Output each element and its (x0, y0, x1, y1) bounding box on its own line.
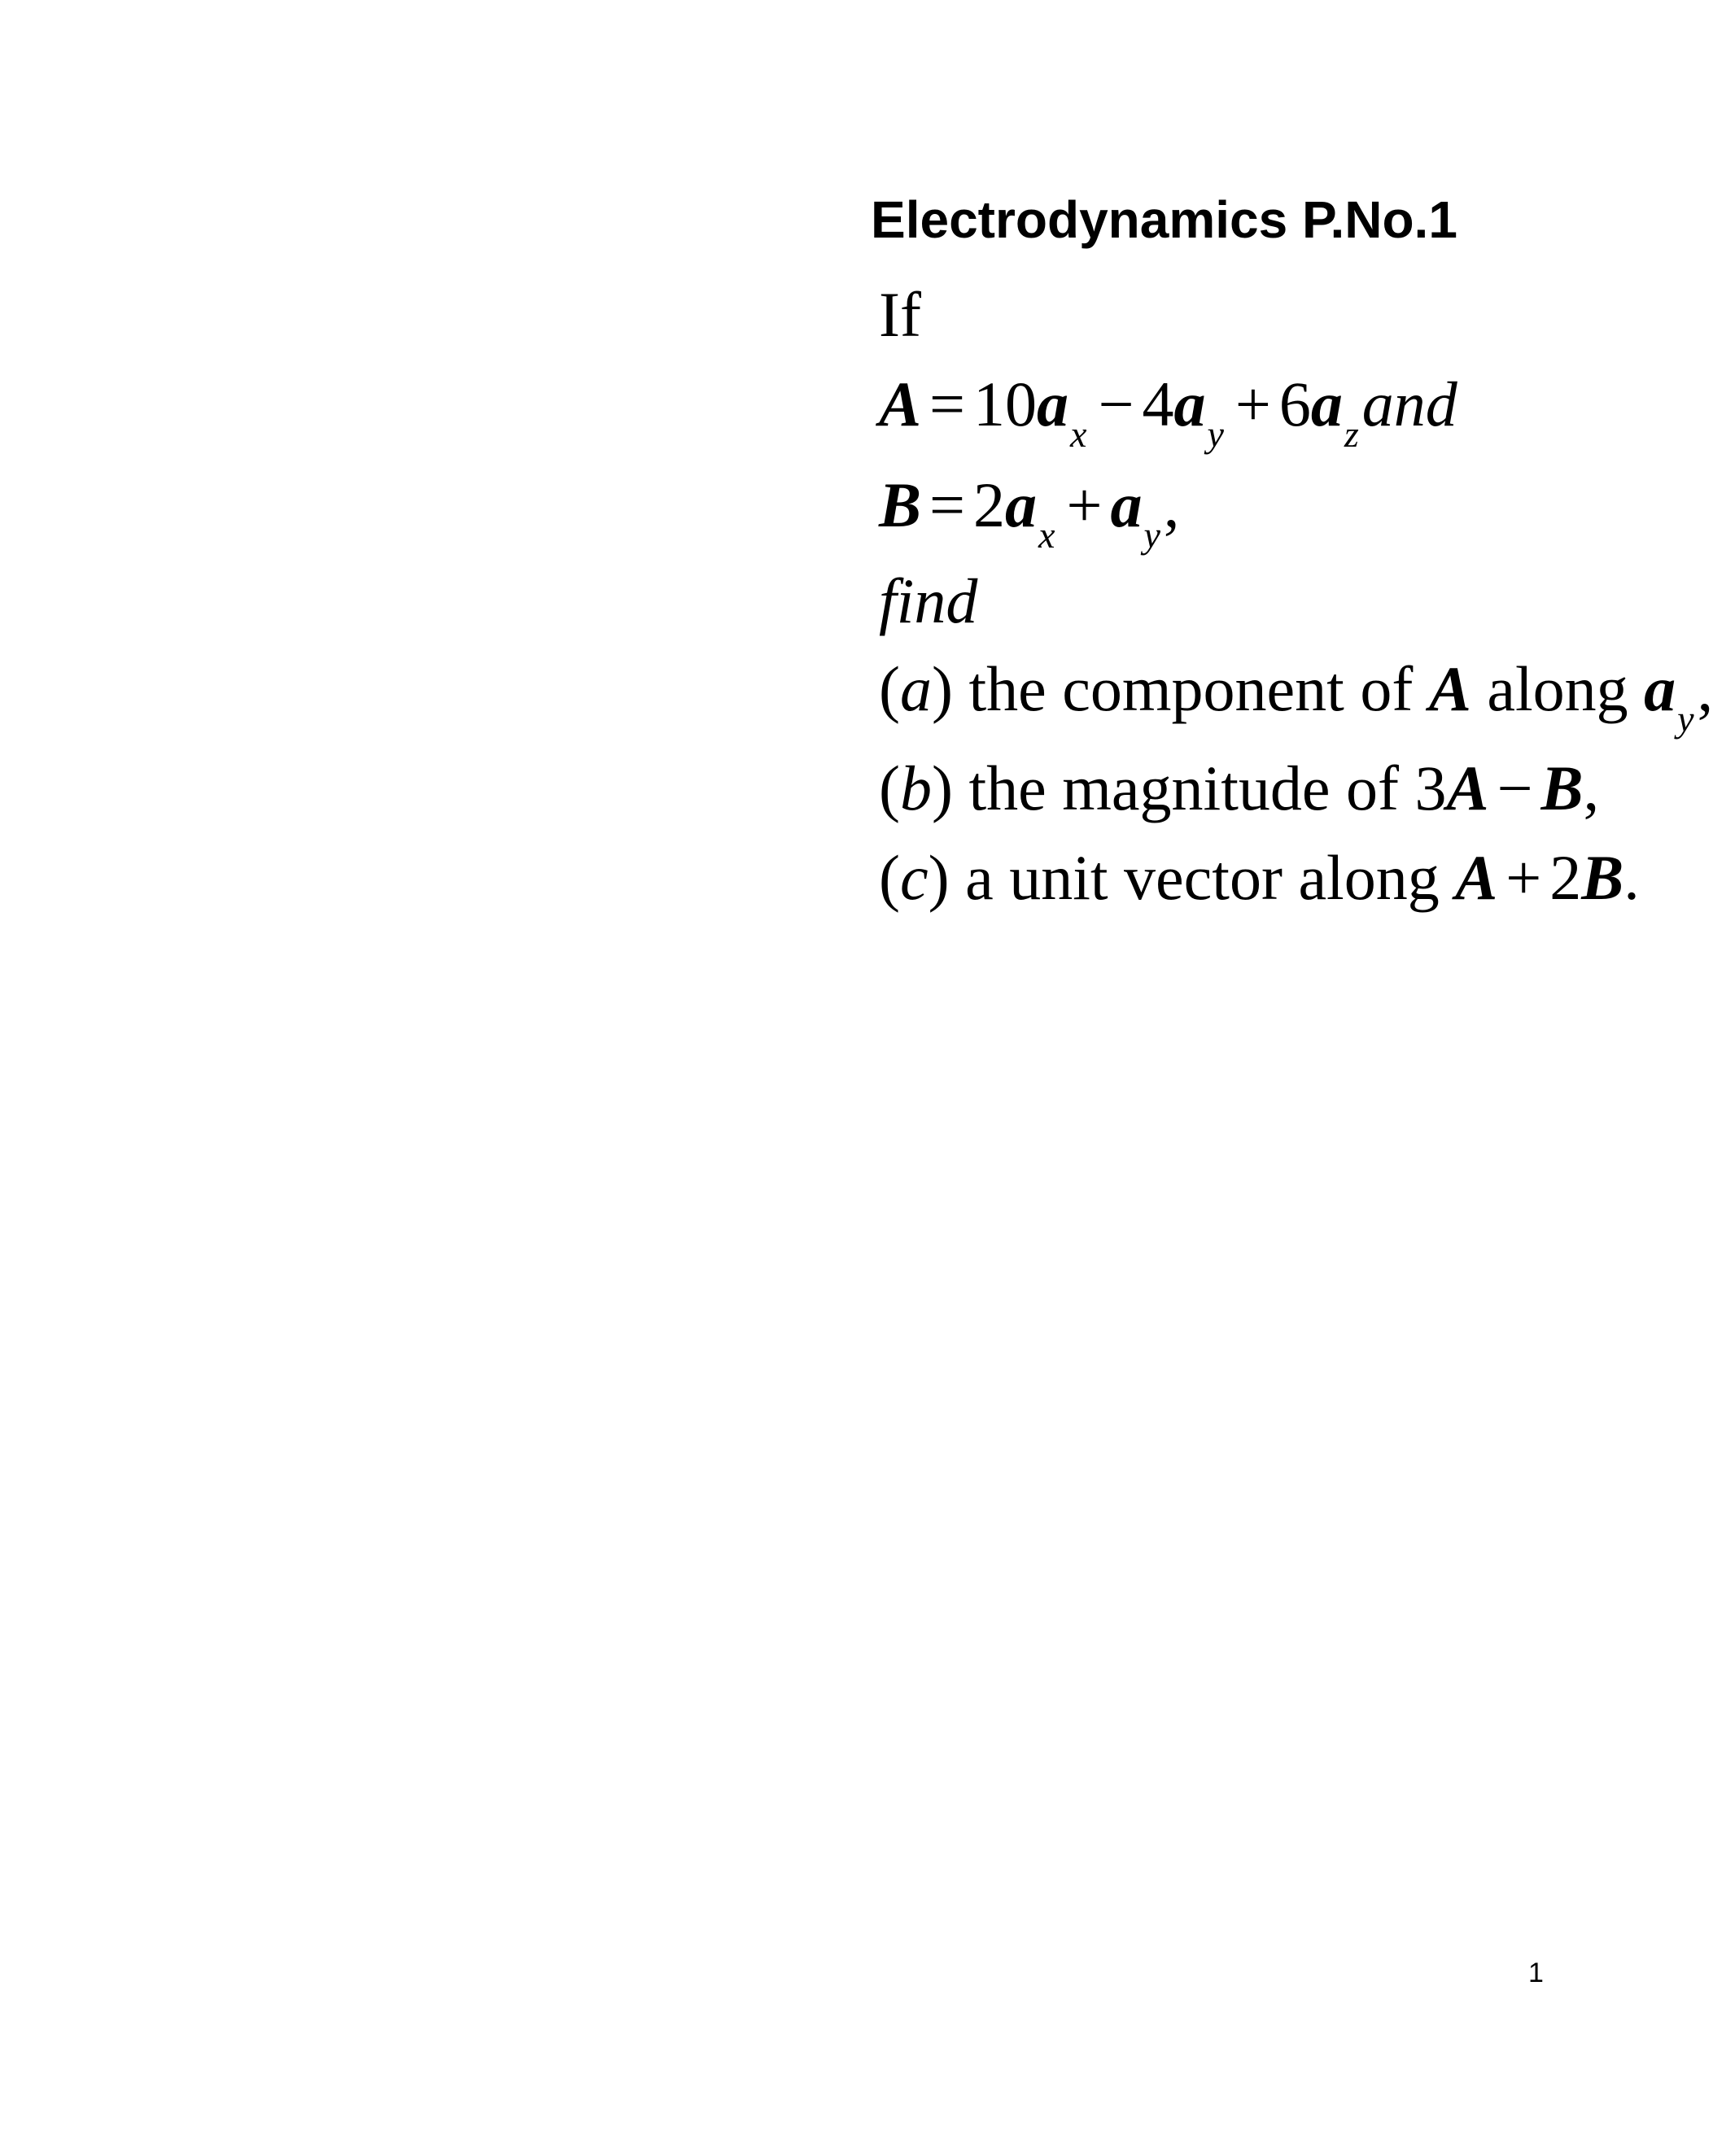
coefficient: 2 (1549, 842, 1582, 913)
part-text: the magnitude of (968, 753, 1399, 823)
subscript: y (1143, 514, 1160, 556)
equation-b (879, 469, 1180, 556)
punctuation: , (1163, 469, 1180, 540)
operator: − (1098, 369, 1134, 439)
punctuation: , (1697, 653, 1713, 724)
vector-a-symbol: A (1455, 842, 1498, 913)
vector-b-symbol: B (1540, 753, 1584, 823)
part-b (879, 753, 1600, 823)
vector-a-symbol: A (879, 369, 922, 439)
coefficient: 6 (1278, 369, 1311, 439)
paren-open: ( (879, 842, 900, 913)
vector-b-symbol: B (1581, 842, 1624, 913)
unit-vector: a (1005, 469, 1038, 540)
unit-vector: a (1037, 369, 1069, 439)
part-letter: a (899, 653, 932, 724)
find-text: find (879, 565, 978, 636)
paren-close: ) (931, 753, 953, 823)
vector-b-symbol: B (879, 469, 922, 540)
vector-a-symbol: A (1446, 753, 1489, 823)
part-text: the component of (968, 653, 1414, 724)
subscript: y (1677, 698, 1694, 740)
operator: + (1505, 842, 1542, 913)
coefficient: 10 (973, 369, 1038, 439)
find-line (879, 565, 978, 636)
equals-sign: = (929, 469, 966, 540)
part-letter: b (899, 753, 932, 823)
part-a (879, 653, 1713, 740)
coefficient: 3 (1414, 753, 1447, 823)
coefficient: 4 (1142, 369, 1174, 439)
paren-close: ) (931, 653, 953, 724)
paren-open: ( (879, 753, 900, 823)
operator: + (1234, 369, 1271, 439)
operator: − (1497, 753, 1533, 823)
subscript: y (1207, 413, 1224, 455)
subscript: z (1344, 413, 1359, 455)
unit-vector: a (1110, 469, 1143, 540)
punctuation: , (1583, 753, 1600, 823)
operator: + (1066, 469, 1103, 540)
intro-line (879, 279, 921, 350)
paren-open: ( (879, 653, 900, 724)
vector-a-symbol: A (1428, 653, 1471, 724)
unit-vector: a (1173, 369, 1206, 439)
unit-vector: a (1644, 653, 1676, 724)
punctuation: . (1623, 842, 1640, 913)
page-title: Electrodynamics P.No.1 (871, 190, 1457, 249)
equals-sign: = (929, 369, 966, 439)
part-text: along (1487, 653, 1628, 724)
intro-text: If (879, 279, 921, 350)
subscript: x (1070, 413, 1087, 455)
conjunction-text: and (1361, 369, 1457, 439)
subscript: x (1038, 514, 1055, 556)
part-c (879, 842, 1640, 913)
part-text: a unit vector along (965, 842, 1440, 913)
page-number: 1 (1528, 1957, 1544, 1988)
equation-a (879, 369, 1457, 455)
unit-vector: a (1310, 369, 1343, 439)
paren-close: ) (928, 842, 950, 913)
coefficient: 2 (973, 469, 1006, 540)
part-letter: c (899, 842, 929, 913)
